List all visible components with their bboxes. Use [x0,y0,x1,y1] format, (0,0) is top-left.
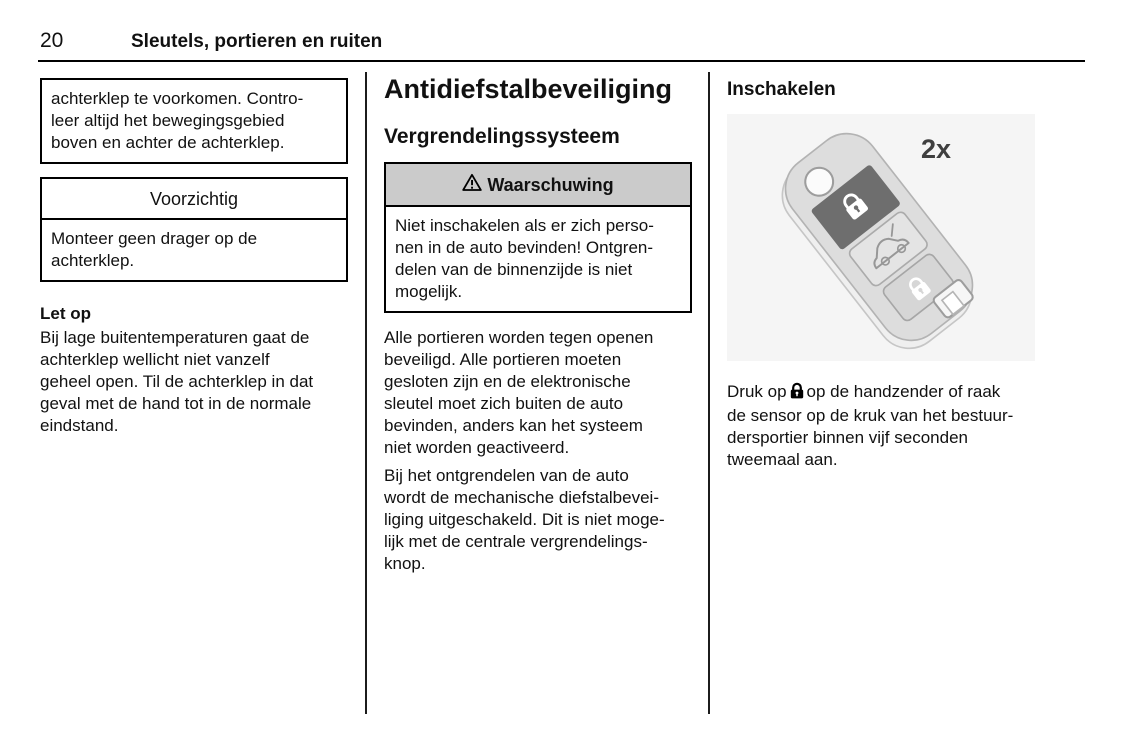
text-fragment: op de handzender of raak [806,382,1001,401]
text-fragment: Druk op [727,382,787,401]
text-line: de sensor op de kruk van het bestuur- [727,406,1014,425]
text-line: beveiligd. Alle portieren moeten [384,350,622,369]
text-line: nen in de auto bevinden! Ontgren- [395,238,654,257]
text-line: geheel open. Til de achterklep in dat [40,372,314,391]
text-line: wordt de mechanische diefstalbevei- [384,488,659,507]
note-block [40,303,348,437]
figure-label-2x: 2x [921,134,952,164]
section-title: Inschakelen [727,79,836,100]
header-rule [38,60,1085,62]
page-header [40,29,1085,53]
right-column [727,78,1035,471]
caution-title: Voorzichtig [42,179,346,220]
subsection-title: Vergrendelingssysteem [384,125,620,148]
text-line: mogelijk. [395,282,463,301]
text-line: liging uitgeschakeld. Dit is niet moge- [384,510,665,529]
paragraph [727,381,1035,471]
text-line: Alle portieren worden tegen openen [384,328,654,347]
paragraph [384,327,692,459]
text-line: delen van de binnenzijde is niet [395,260,633,279]
text-line: achterklep. [51,251,135,270]
text-line: achterklep te voorkomen. Contro- [51,89,304,108]
section-title: Antidiefstalbeveiliging [384,74,673,104]
lock-icon [790,382,804,405]
caution-body [42,220,346,280]
note-title: Let op [40,304,91,323]
key-fob-remote-illustration [727,114,1035,361]
warning-box-header [386,164,690,207]
left-column [40,78,348,437]
text-line: achterklep wellicht niet vanzelf [40,350,270,369]
text-line-with-icon [727,381,1035,405]
column-divider-right [708,72,710,714]
text-line: Monteer geen drager op de [51,229,258,248]
middle-column [384,74,692,575]
text-line: gesloten zijn en de elektronische [384,372,631,391]
text-line: boven en achter de achterklep. [51,133,285,152]
warning-title: Waarschuwing [487,175,614,195]
paragraph [384,465,692,575]
page-number: 20 [40,29,64,52]
text-line: eindstand. [40,416,119,435]
text-line: niet worden geactiveerd. [384,438,570,457]
warning-triangle-icon [462,173,482,197]
text-line: geval met de hand tot in de normale [40,394,312,413]
warning-box-body [386,207,690,311]
text-line: dersportier binnen vijf seconden [727,428,968,447]
text-line: bevinden, anders kan het systeem [384,416,643,435]
caution-box [40,177,348,282]
key-fob-figure [727,114,1035,361]
text-line: leer altijd het bewegingsgebied [51,111,285,130]
text-line: Bij lage buitentemperaturen gaat de [40,328,310,347]
continuation-warning-box [40,78,348,164]
text-line: knop. [384,554,426,573]
warning-box [384,162,692,313]
column-divider-left [365,72,367,714]
text-line: Bij het ontgrendelen van de auto [384,466,629,485]
text-line: lijk met de centrale vergrendelings- [384,532,648,551]
chapter-title: Sleutels, portieren en ruiten [131,31,383,52]
text-line: sleutel moet zich buiten de auto [384,394,624,413]
text-line: Niet inschakelen als er zich perso- [395,216,654,235]
text-line: tweemaal aan. [727,450,838,469]
